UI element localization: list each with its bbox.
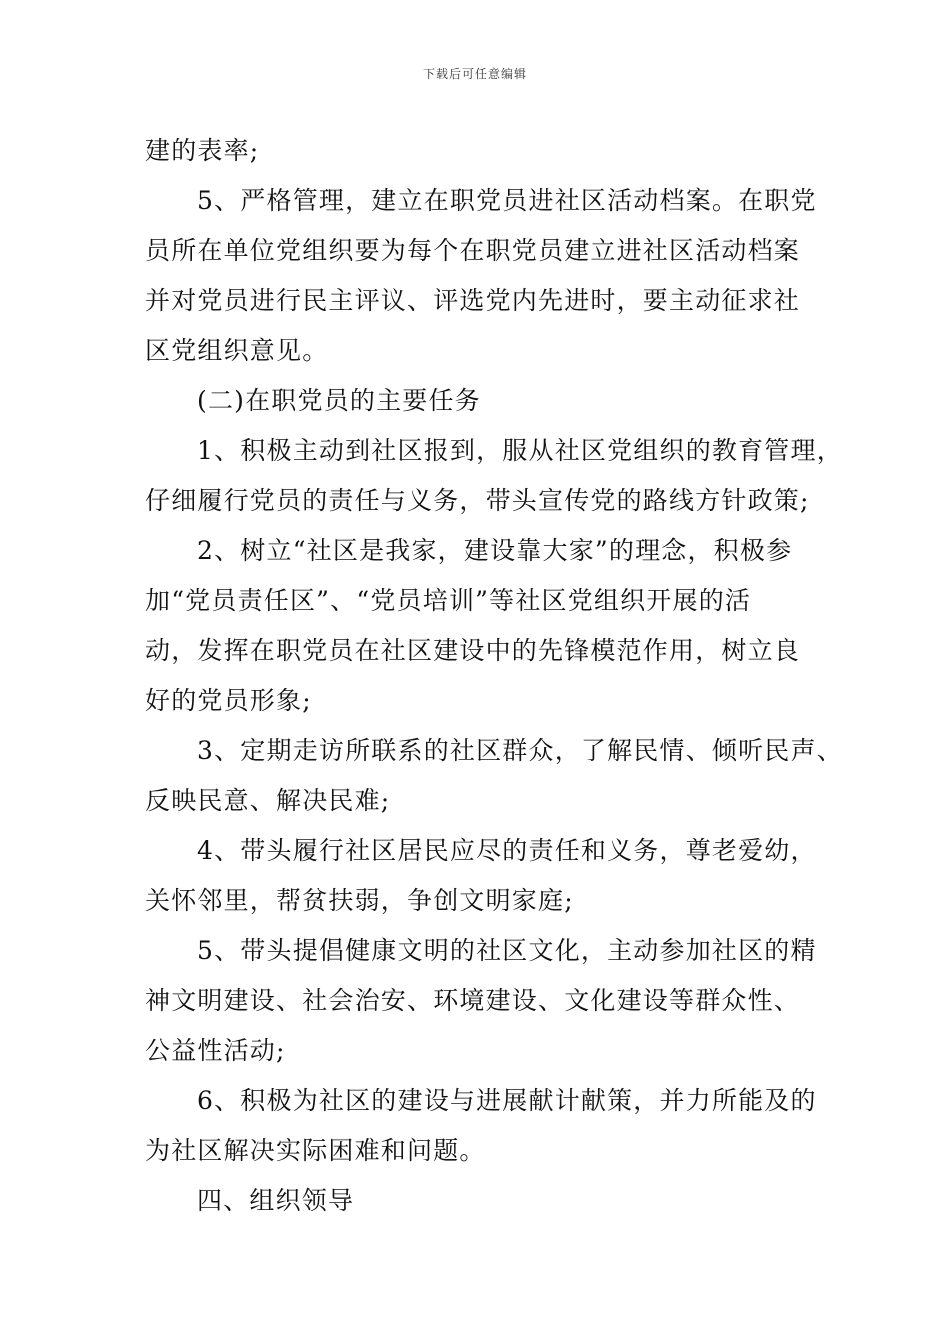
text-line: 动，发挥在职党员在社区建设中的先锋模范作用，树立良: [145, 636, 801, 665]
text-line: 好的党员形象;: [145, 686, 312, 715]
text-line: 5、严格管理，建立在职党员进社区活动档案。在职党: [197, 186, 817, 215]
text-line: 并对党员进行民主评议、评选党内先进时，要主动征求社: [145, 286, 801, 315]
body-text: [145, 126, 843, 1226]
page-header: 下载后可任意编辑: [422, 67, 527, 81]
text-line: 建的表率;: [145, 136, 260, 165]
text-line: (二)在职党员的主要任务: [197, 386, 481, 415]
text-line: 员所在单位党组织要为每个在职党员建立进社区活动档案: [145, 236, 801, 265]
text-line: 仔细履行党员的责任与义务，带头宣传党的路线方针政策;: [145, 486, 810, 515]
text-line: 2、树立“社区是我家，建设靠大家”的理念，积极参: [197, 536, 793, 565]
text-line: 公益性活动;: [145, 1036, 286, 1065]
text-line: 加“党员责任区”、“党员培训”等社区党组织开展的活: [145, 586, 752, 615]
text-line: 5、带头提倡健康文明的社区文化，主动参加社区的精: [197, 936, 817, 965]
text-line: 1、积极主动到社区报到，服从社区党组织的教育管理，: [197, 436, 843, 465]
text-line: 关怀邻里，帮贫扶弱，争创文明家庭;: [145, 886, 574, 915]
text-line: 为社区解决实际困难和问题。: [145, 1136, 486, 1165]
text-line: 神文明建设、社会治安、环境建设、文化建设等群众性、: [145, 986, 801, 1015]
text-line: 反映民意、解决民难;: [145, 786, 391, 815]
text-line: 区党组织意见。: [145, 336, 329, 365]
text-line: 6、积极为社区的建设与进展献计献策，并力所能及的: [197, 1086, 817, 1115]
text-line: 4、带头履行社区居民应尽的责任和义务，尊老爱幼，: [197, 836, 817, 865]
text-line: 四、组织领导: [197, 1186, 355, 1215]
text-line: 3、定期走访所联系的社区群众，了解民情、倾听民声、: [197, 736, 843, 765]
